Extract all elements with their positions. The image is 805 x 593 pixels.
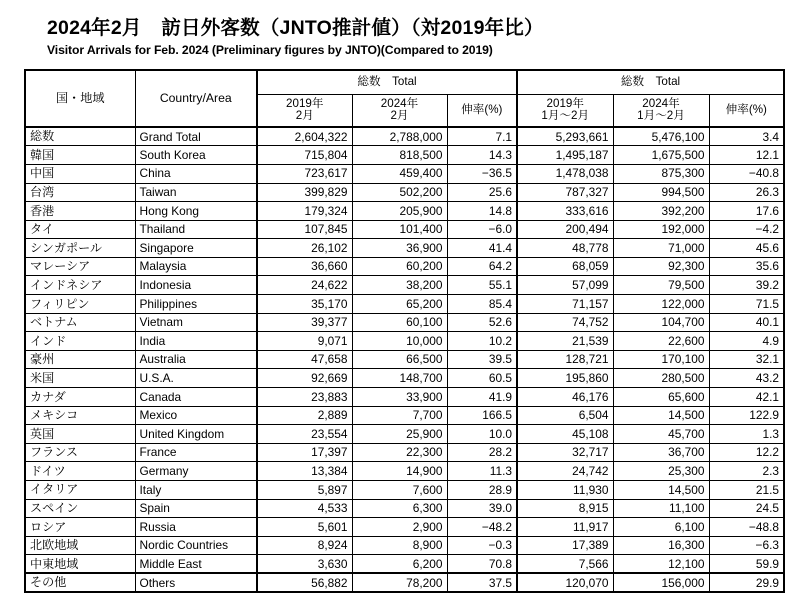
cell-cumulative-growth: 43.2 bbox=[709, 369, 784, 388]
cell-cumulative-growth: −48.8 bbox=[709, 518, 784, 537]
cell-cumulative-2019: 17,389 bbox=[517, 536, 613, 555]
cell-month-2019: 47,658 bbox=[257, 350, 352, 369]
cell-month-2019: 36,660 bbox=[257, 257, 352, 276]
cell-cumulative-2024: 875,300 bbox=[613, 164, 709, 183]
cell-month-2024: 6,200 bbox=[352, 555, 447, 574]
cell-cumulative-growth: −40.8 bbox=[709, 164, 784, 183]
table-row bbox=[25, 127, 784, 146]
cell-cumulative-growth: 17.6 bbox=[709, 202, 784, 221]
cell-cumulative-growth: −4.2 bbox=[709, 220, 784, 239]
cell-country-english: Malaysia bbox=[135, 257, 257, 276]
table-row bbox=[25, 369, 784, 388]
header-group-cumulative-total: 総数 Total bbox=[517, 70, 784, 94]
cell-month-growth: 70.8 bbox=[447, 555, 517, 574]
cell-month-2024: 7,700 bbox=[352, 406, 447, 425]
cell-month-2019: 26,102 bbox=[257, 239, 352, 258]
cell-month-2019: 2,889 bbox=[257, 406, 352, 425]
cell-cumulative-2019: 5,293,661 bbox=[517, 127, 613, 146]
cell-country-japanese: 台湾 bbox=[25, 183, 135, 202]
table-row bbox=[25, 239, 784, 258]
cell-month-2019: 13,384 bbox=[257, 462, 352, 481]
cell-country-english: Mexico bbox=[135, 406, 257, 425]
cell-month-2024: 14,900 bbox=[352, 462, 447, 481]
cell-country-japanese: ベトナム bbox=[25, 313, 135, 332]
cell-month-2024: 205,900 bbox=[352, 202, 447, 221]
cell-country-english: United Kingdom bbox=[135, 425, 257, 444]
cell-country-japanese: 北欧地域 bbox=[25, 536, 135, 555]
table-row bbox=[25, 388, 784, 407]
table-row bbox=[25, 164, 784, 183]
cell-cumulative-2024: 45,700 bbox=[613, 425, 709, 444]
header-month-2019 bbox=[257, 94, 352, 127]
cell-cumulative-growth: 26.3 bbox=[709, 183, 784, 202]
cell-country-japanese: 韓国 bbox=[25, 146, 135, 165]
cell-cumulative-growth: 71.5 bbox=[709, 295, 784, 314]
cell-cumulative-2024: 14,500 bbox=[613, 481, 709, 500]
cell-month-growth: −0.3 bbox=[447, 536, 517, 555]
cell-cumulative-growth: 12.1 bbox=[709, 146, 784, 165]
header-country-english: Country/Area bbox=[135, 70, 257, 127]
header-month-2024-period: 2月 bbox=[390, 109, 409, 123]
cell-month-2019: 107,845 bbox=[257, 220, 352, 239]
cell-month-growth: 166.5 bbox=[447, 406, 517, 425]
cell-cumulative-growth: 42.1 bbox=[709, 388, 784, 407]
table-row bbox=[25, 332, 784, 351]
header-month-2024-year: 2024年 bbox=[380, 97, 419, 111]
cell-country-english: Singapore bbox=[135, 239, 257, 258]
cell-country-english: Philippines bbox=[135, 295, 257, 314]
cell-cumulative-2019: 45,108 bbox=[517, 425, 613, 444]
table-row bbox=[25, 350, 784, 369]
cell-month-2024: 60,200 bbox=[352, 257, 447, 276]
cell-month-2024: 148,700 bbox=[352, 369, 447, 388]
table-row bbox=[25, 202, 784, 221]
cell-cumulative-growth: 35.6 bbox=[709, 257, 784, 276]
cell-cumulative-2019: 48,778 bbox=[517, 239, 613, 258]
cell-month-2019: 35,170 bbox=[257, 295, 352, 314]
table-row bbox=[25, 406, 784, 425]
cell-month-2019: 5,897 bbox=[257, 481, 352, 500]
cell-cumulative-2019: 128,721 bbox=[517, 350, 613, 369]
visitor-arrivals-table-wrapper bbox=[24, 69, 783, 593]
cell-cumulative-2024: 192,000 bbox=[613, 220, 709, 239]
cell-month-growth: 10.2 bbox=[447, 332, 517, 351]
cell-cumulative-2019: 32,717 bbox=[517, 443, 613, 462]
header-cumulative-2019-year: 2019年 bbox=[546, 97, 584, 111]
cell-country-japanese: タイ bbox=[25, 220, 135, 239]
cell-month-2024: 2,900 bbox=[352, 518, 447, 537]
cell-cumulative-2019: 6,504 bbox=[517, 406, 613, 425]
table-row bbox=[25, 276, 784, 295]
cell-month-2024: 65,200 bbox=[352, 295, 447, 314]
cell-cumulative-growth: 4.9 bbox=[709, 332, 784, 351]
cell-country-english: China bbox=[135, 164, 257, 183]
cell-country-english: Italy bbox=[135, 481, 257, 500]
cell-cumulative-2019: 787,327 bbox=[517, 183, 613, 202]
cell-cumulative-2024: 14,500 bbox=[613, 406, 709, 425]
cell-cumulative-2019: 1,478,038 bbox=[517, 164, 613, 183]
cell-month-2024: 60,100 bbox=[352, 313, 447, 332]
cell-cumulative-growth: 45.6 bbox=[709, 239, 784, 258]
cell-country-english: Thailand bbox=[135, 220, 257, 239]
cell-month-2019: 56,882 bbox=[257, 573, 352, 592]
table-row bbox=[25, 313, 784, 332]
cell-cumulative-2019: 46,176 bbox=[517, 388, 613, 407]
cell-cumulative-2019: 1,495,187 bbox=[517, 146, 613, 165]
cell-month-growth: 10.0 bbox=[447, 425, 517, 444]
cell-cumulative-growth: 39.2 bbox=[709, 276, 784, 295]
table-body bbox=[25, 127, 784, 592]
cell-cumulative-2024: 36,700 bbox=[613, 443, 709, 462]
cell-month-2024: 8,900 bbox=[352, 536, 447, 555]
cell-month-2019: 24,622 bbox=[257, 276, 352, 295]
cell-country-english: Indonesia bbox=[135, 276, 257, 295]
cell-month-2019: 17,397 bbox=[257, 443, 352, 462]
cell-month-2024: 66,500 bbox=[352, 350, 447, 369]
cell-country-japanese: フィリピン bbox=[25, 295, 135, 314]
cell-cumulative-growth: 29.9 bbox=[709, 573, 784, 592]
cell-month-2024: 25,900 bbox=[352, 425, 447, 444]
cell-cumulative-2019: 21,539 bbox=[517, 332, 613, 351]
cell-month-growth: 14.8 bbox=[447, 202, 517, 221]
cell-month-2019: 2,604,322 bbox=[257, 127, 352, 146]
cell-cumulative-2024: 5,476,100 bbox=[613, 127, 709, 146]
table-row bbox=[25, 425, 784, 444]
cell-cumulative-2019: 74,752 bbox=[517, 313, 613, 332]
cell-country-japanese: カナダ bbox=[25, 388, 135, 407]
cell-month-growth: −36.5 bbox=[447, 164, 517, 183]
cell-country-japanese: 米国 bbox=[25, 369, 135, 388]
cell-country-japanese: メキシコ bbox=[25, 406, 135, 425]
header-month-growth: 伸率(%) bbox=[447, 94, 517, 127]
cell-month-2019: 4,533 bbox=[257, 499, 352, 518]
cell-cumulative-2019: 11,930 bbox=[517, 481, 613, 500]
cell-cumulative-2024: 392,200 bbox=[613, 202, 709, 221]
page-title-english: Visitor Arrivals for Feb. 2024 (Preliminary figures by JNTO)(Compared to 2019) bbox=[47, 43, 493, 58]
table-row bbox=[25, 183, 784, 202]
cell-country-english: U.S.A. bbox=[135, 369, 257, 388]
page-title-japanese: 2024年2月 訪日外客数（JNTO推計値）（対2019年比） bbox=[47, 17, 544, 39]
cell-month-growth: 28.9 bbox=[447, 481, 517, 500]
header-month-2019-year: 2019年 bbox=[286, 97, 324, 111]
cell-country-japanese: インドネシア bbox=[25, 276, 135, 295]
cell-month-growth: 14.3 bbox=[447, 146, 517, 165]
cell-month-2024: 10,000 bbox=[352, 332, 447, 351]
cell-country-english: Middle East bbox=[135, 555, 257, 574]
cell-month-2024: 38,200 bbox=[352, 276, 447, 295]
cell-cumulative-2019: 8,915 bbox=[517, 499, 613, 518]
cell-month-2024: 36,900 bbox=[352, 239, 447, 258]
header-cumulative-2024-period: 1月～2月 bbox=[637, 109, 685, 123]
cell-cumulative-growth: −6.3 bbox=[709, 536, 784, 555]
cell-cumulative-growth: 32.1 bbox=[709, 350, 784, 369]
cell-cumulative-2019: 57,099 bbox=[517, 276, 613, 295]
cell-month-growth: 41.9 bbox=[447, 388, 517, 407]
cell-country-japanese: 総数 bbox=[25, 127, 135, 146]
cell-country-japanese: イタリア bbox=[25, 481, 135, 500]
cell-month-growth: 37.5 bbox=[447, 573, 517, 592]
cell-country-japanese: ドイツ bbox=[25, 462, 135, 481]
cell-country-japanese: 豪州 bbox=[25, 350, 135, 369]
cell-cumulative-growth: 40.1 bbox=[709, 313, 784, 332]
cell-month-2019: 8,924 bbox=[257, 536, 352, 555]
cell-month-growth: 11.3 bbox=[447, 462, 517, 481]
cell-cumulative-2024: 170,100 bbox=[613, 350, 709, 369]
cell-month-2024: 22,300 bbox=[352, 443, 447, 462]
visitor-arrivals-table bbox=[24, 69, 785, 593]
cell-cumulative-2024: 6,100 bbox=[613, 518, 709, 537]
cell-cumulative-growth: 24.5 bbox=[709, 499, 784, 518]
cell-month-2024: 502,200 bbox=[352, 183, 447, 202]
cell-month-2024: 101,400 bbox=[352, 220, 447, 239]
cell-cumulative-2019: 11,917 bbox=[517, 518, 613, 537]
cell-cumulative-2024: 22,600 bbox=[613, 332, 709, 351]
cell-month-growth: −6.0 bbox=[447, 220, 517, 239]
cell-cumulative-2019: 120,070 bbox=[517, 573, 613, 592]
title-block bbox=[0, 0, 805, 59]
cell-month-growth: 7.1 bbox=[447, 127, 517, 146]
cell-month-2024: 33,900 bbox=[352, 388, 447, 407]
table-row bbox=[25, 518, 784, 537]
table-row bbox=[25, 462, 784, 481]
cell-country-english: Australia bbox=[135, 350, 257, 369]
table-row bbox=[25, 555, 784, 574]
cell-country-japanese: インド bbox=[25, 332, 135, 351]
cell-cumulative-growth: 3.4 bbox=[709, 127, 784, 146]
cell-country-japanese: スペイン bbox=[25, 499, 135, 518]
cell-country-english: Others bbox=[135, 573, 257, 592]
cell-month-2019: 9,071 bbox=[257, 332, 352, 351]
header-cumulative-2024-year: 2024年 bbox=[642, 97, 680, 111]
cell-cumulative-2024: 25,300 bbox=[613, 462, 709, 481]
table-row bbox=[25, 146, 784, 165]
cell-month-2019: 399,829 bbox=[257, 183, 352, 202]
cell-cumulative-2019: 200,494 bbox=[517, 220, 613, 239]
cell-cumulative-2024: 156,000 bbox=[613, 573, 709, 592]
cell-month-growth: 85.4 bbox=[447, 295, 517, 314]
table-row bbox=[25, 257, 784, 276]
header-row-group bbox=[25, 70, 784, 94]
cell-country-english: Canada bbox=[135, 388, 257, 407]
cell-cumulative-2024: 71,000 bbox=[613, 239, 709, 258]
cell-month-growth: 28.2 bbox=[447, 443, 517, 462]
cell-month-growth: 25.6 bbox=[447, 183, 517, 202]
table-row bbox=[25, 481, 784, 500]
table-header bbox=[25, 70, 784, 127]
cell-month-2019: 23,883 bbox=[257, 388, 352, 407]
cell-month-growth: 39.5 bbox=[447, 350, 517, 369]
cell-cumulative-2019: 333,616 bbox=[517, 202, 613, 221]
cell-cumulative-2024: 65,600 bbox=[613, 388, 709, 407]
cell-cumulative-2024: 994,500 bbox=[613, 183, 709, 202]
cell-month-2024: 6,300 bbox=[352, 499, 447, 518]
cell-cumulative-2024: 280,500 bbox=[613, 369, 709, 388]
cell-cumulative-growth: 59.9 bbox=[709, 555, 784, 574]
header-cumulative-2024 bbox=[613, 94, 709, 127]
cell-country-english: Germany bbox=[135, 462, 257, 481]
cell-cumulative-2019: 68,059 bbox=[517, 257, 613, 276]
cell-country-japanese: その他 bbox=[25, 573, 135, 592]
cell-month-2019: 3,630 bbox=[257, 555, 352, 574]
cell-month-growth: 60.5 bbox=[447, 369, 517, 388]
cell-country-japanese: 香港 bbox=[25, 202, 135, 221]
cell-country-english: Spain bbox=[135, 499, 257, 518]
cell-cumulative-2024: 12,100 bbox=[613, 555, 709, 574]
cell-month-2024: 2,788,000 bbox=[352, 127, 447, 146]
cell-country-english: Nordic Countries bbox=[135, 536, 257, 555]
cell-month-growth: −48.2 bbox=[447, 518, 517, 537]
cell-country-english: Hong Kong bbox=[135, 202, 257, 221]
cell-month-2024: 818,500 bbox=[352, 146, 447, 165]
table-row bbox=[25, 536, 784, 555]
cell-cumulative-2019: 71,157 bbox=[517, 295, 613, 314]
cell-month-2024: 78,200 bbox=[352, 573, 447, 592]
header-month-2019-period: 2月 bbox=[295, 109, 314, 123]
header-group-month-total: 総数 Total bbox=[257, 70, 517, 94]
cell-month-2024: 7,600 bbox=[352, 481, 447, 500]
cell-country-japanese: マレーシア bbox=[25, 257, 135, 276]
table-row bbox=[25, 220, 784, 239]
header-cumulative-2019-period: 1月～2月 bbox=[541, 109, 590, 123]
table-row bbox=[25, 573, 784, 592]
cell-cumulative-growth: 1.3 bbox=[709, 425, 784, 444]
cell-month-growth: 39.0 bbox=[447, 499, 517, 518]
cell-cumulative-2019: 7,566 bbox=[517, 555, 613, 574]
cell-cumulative-growth: 2.3 bbox=[709, 462, 784, 481]
cell-country-english: South Korea bbox=[135, 146, 257, 165]
cell-country-japanese: シンガポール bbox=[25, 239, 135, 258]
cell-country-english: Taiwan bbox=[135, 183, 257, 202]
cell-country-japanese: 中東地域 bbox=[25, 555, 135, 574]
cell-month-2019: 92,669 bbox=[257, 369, 352, 388]
cell-month-2019: 23,554 bbox=[257, 425, 352, 444]
cell-cumulative-2024: 11,100 bbox=[613, 499, 709, 518]
cell-cumulative-2019: 195,860 bbox=[517, 369, 613, 388]
cell-country-japanese: 英国 bbox=[25, 425, 135, 444]
cell-cumulative-growth: 12.2 bbox=[709, 443, 784, 462]
cell-month-2019: 723,617 bbox=[257, 164, 352, 183]
cell-country-japanese: ロシア bbox=[25, 518, 135, 537]
cell-cumulative-2024: 92,300 bbox=[613, 257, 709, 276]
cell-month-2019: 5,601 bbox=[257, 518, 352, 537]
cell-month-2019: 715,804 bbox=[257, 146, 352, 165]
cell-country-english: Vietnam bbox=[135, 313, 257, 332]
table-row bbox=[25, 295, 784, 314]
cell-cumulative-2019: 24,742 bbox=[517, 462, 613, 481]
cell-month-growth: 64.2 bbox=[447, 257, 517, 276]
header-month-2024 bbox=[352, 94, 447, 127]
cell-cumulative-2024: 104,700 bbox=[613, 313, 709, 332]
cell-country-english: India bbox=[135, 332, 257, 351]
cell-cumulative-2024: 16,300 bbox=[613, 536, 709, 555]
cell-country-english: Grand Total bbox=[135, 127, 257, 146]
cell-month-growth: 52.6 bbox=[447, 313, 517, 332]
table-row bbox=[25, 443, 784, 462]
cell-country-japanese: 中国 bbox=[25, 164, 135, 183]
cell-cumulative-2024: 122,000 bbox=[613, 295, 709, 314]
cell-country-english: Russia bbox=[135, 518, 257, 537]
header-cumulative-2019 bbox=[517, 94, 613, 127]
header-cumulative-growth: 伸率(%) bbox=[709, 94, 784, 127]
cell-month-growth: 41.4 bbox=[447, 239, 517, 258]
cell-month-2019: 179,324 bbox=[257, 202, 352, 221]
cell-cumulative-2024: 79,500 bbox=[613, 276, 709, 295]
cell-cumulative-growth: 21.5 bbox=[709, 481, 784, 500]
cell-cumulative-2024: 1,675,500 bbox=[613, 146, 709, 165]
cell-month-growth: 55.1 bbox=[447, 276, 517, 295]
cell-country-japanese: フランス bbox=[25, 443, 135, 462]
cell-country-english: France bbox=[135, 443, 257, 462]
cell-month-2024: 459,400 bbox=[352, 164, 447, 183]
cell-month-2019: 39,377 bbox=[257, 313, 352, 332]
table-row bbox=[25, 499, 784, 518]
header-country-japanese: 国・地域 bbox=[25, 70, 135, 127]
cell-cumulative-growth: 122.9 bbox=[709, 406, 784, 425]
